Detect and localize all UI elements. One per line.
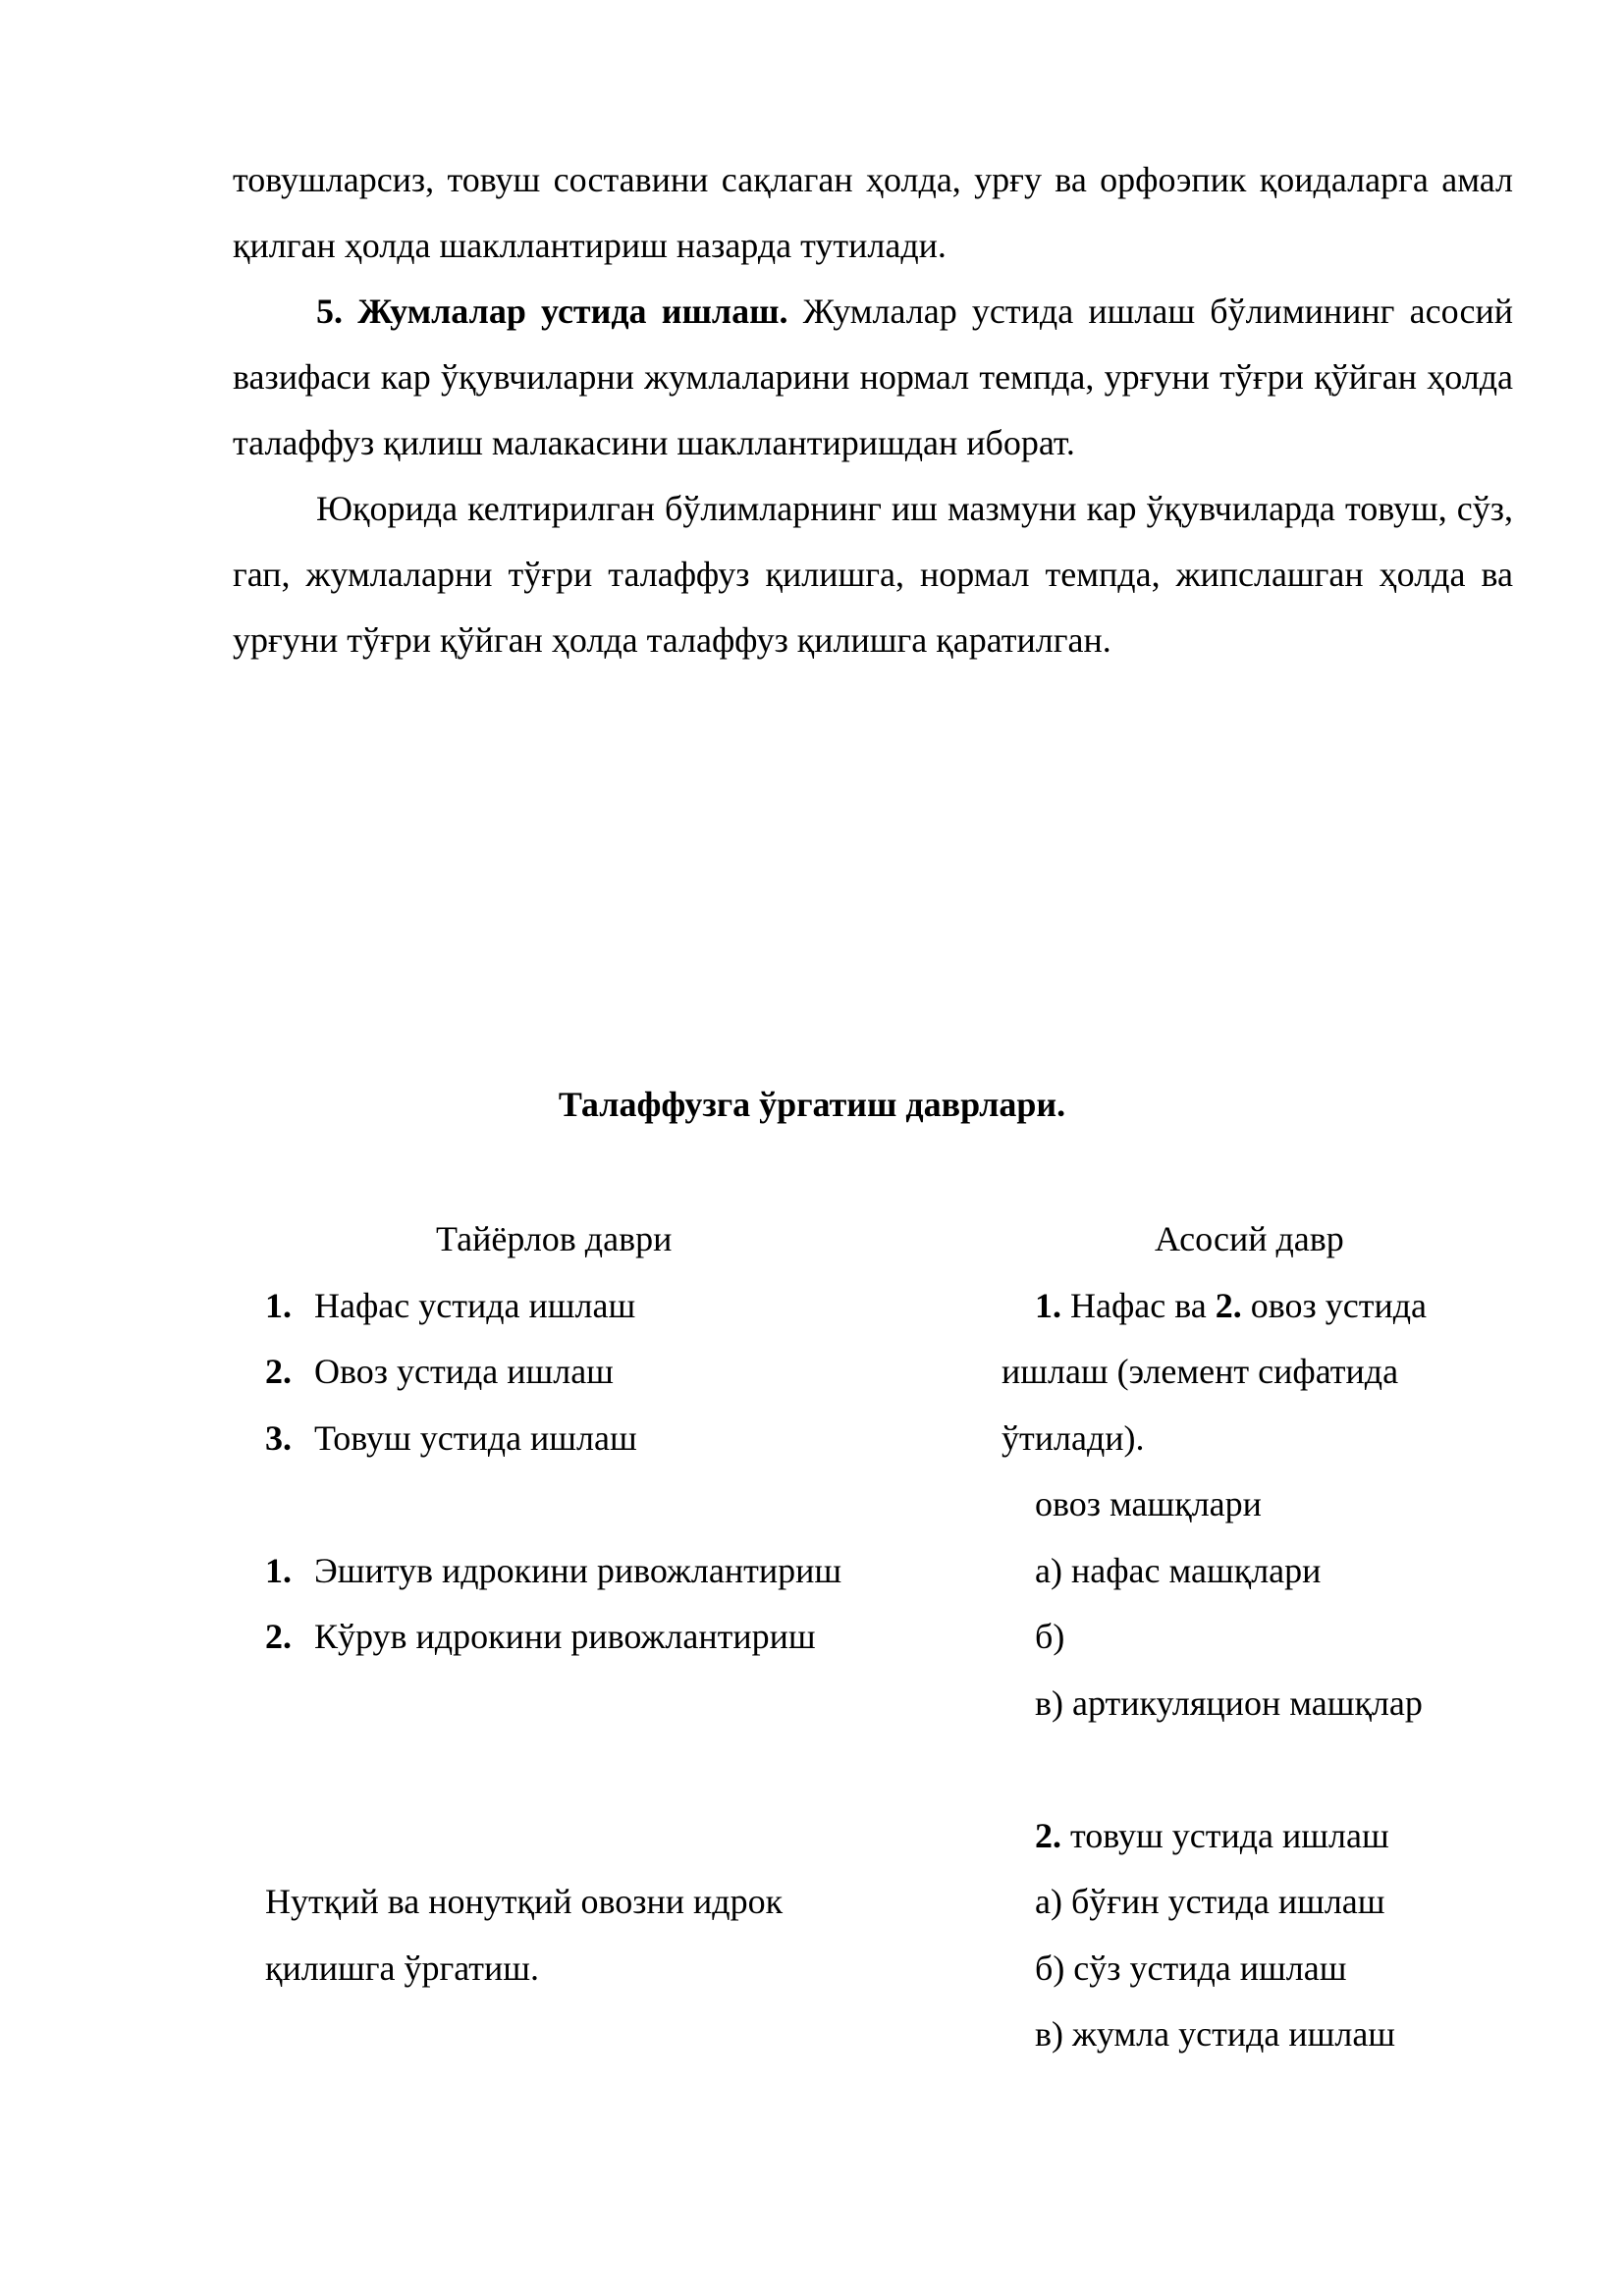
- list-item-text: Товуш устида ишлаш: [314, 1417, 637, 1458]
- spacer: [233, 1671, 959, 1737]
- item-number: 2.: [1035, 1815, 1061, 1855]
- page-heading: Талаффузга ўргатиш даврлари.: [558, 1085, 1066, 1124]
- sub-item: овоз машқлари: [1035, 1484, 1262, 1523]
- right-item-1-line3: ўтилади).: [1001, 1417, 1145, 1458]
- spacer: [233, 1471, 959, 1538]
- paragraph-sentences-section: [233, 279, 1513, 476]
- list-item: [233, 1538, 959, 1605]
- list-item-number: 3.: [265, 1417, 292, 1458]
- item-number: 1.: [1035, 1285, 1061, 1325]
- left-note-line: қилишга ўргатиш.: [265, 1948, 539, 1988]
- paragraph-summary: Юқорида келтирилган бўлимларнинг иш мазмуни кар ўқувчиларда товуш, сўз, гап, жумлаларни тўғри талаффуз қилишга, нормал темпда, жипслашган ҳолда ва урғуни тўғри қўйган ҳолда талаффуз қилишга қаратилган.: [233, 489, 1513, 660]
- sub-item: а) нафас машқлари: [1035, 1550, 1322, 1590]
- right-item-1-line2: ишлаш (элемент сифатида: [1001, 1352, 1399, 1391]
- body-text: [233, 147, 1513, 673]
- left-column: [233, 1206, 959, 2002]
- list-item: [233, 1339, 959, 1406]
- list-item-text: Эшитув идрокини ривожлантириш: [314, 1550, 842, 1590]
- sub-item: в) жумла устида ишлаш: [1035, 2014, 1396, 2054]
- list-item-number: 2.: [265, 1617, 292, 1656]
- item-text: Нафас ва: [1061, 1285, 1216, 1325]
- right-item-1-line1: [1001, 1273, 1551, 1340]
- list-item-text: Нафас устида ишлаш: [314, 1285, 636, 1325]
- spacer: [1001, 1736, 1551, 1803]
- list-item: [233, 1604, 959, 1671]
- item-number: 2.: [1215, 1285, 1242, 1325]
- left-note-line: Нутқий ва нонутқий овозни идрок: [265, 1882, 784, 1921]
- sub-item: б) сўз устида ишлаш: [1035, 1948, 1347, 1988]
- item-text: товуш устида ишлаш: [1061, 1815, 1389, 1855]
- sub-item: в) артикуляцион машқлар: [1035, 1682, 1423, 1723]
- paragraph-continuation: товушларсиз, товуш составини сақлаган ҳолда, урғу ва орфоэпик қоидаларга амал қилган ҳолда шакллантириш назарда тутилади.: [233, 160, 1513, 265]
- right-column: [1001, 1206, 1551, 2068]
- right-item-2: [1001, 1803, 1551, 1870]
- spacer: [233, 1736, 959, 1803]
- list-item-number: 1.: [265, 1285, 292, 1325]
- spacer: [233, 1803, 959, 1870]
- sub-item: б): [1035, 1617, 1065, 1656]
- right-column-title: Асосий давр: [1155, 1219, 1344, 1258]
- section-text: Жумлалар устида ишлаш бўлимининг асосий вазифаси кар ўқувчиларни жумлаларини нормал темпда, урғуни тўғри қўйган ҳолда талаффуз қилиш малакасини шакллантиришдан иборат.: [233, 292, 1513, 462]
- list-item-number: 2.: [265, 1352, 292, 1391]
- sub-item: а) бўғин устида ишлаш: [1035, 1882, 1385, 1921]
- section-heading-inline: 5. Жумлалар устида ишлаш.: [316, 292, 788, 331]
- list-item: [233, 1273, 959, 1340]
- list-item-number: 1.: [265, 1550, 292, 1590]
- list-item-text: Кўрув идрокини ривожлантириш: [314, 1617, 816, 1656]
- list-item: [233, 1406, 959, 1472]
- left-column-title: Тайёрлов даври: [436, 1219, 673, 1258]
- list-item-text: Овоз устида ишлаш: [314, 1352, 614, 1391]
- item-text: овоз устида: [1241, 1285, 1428, 1325]
